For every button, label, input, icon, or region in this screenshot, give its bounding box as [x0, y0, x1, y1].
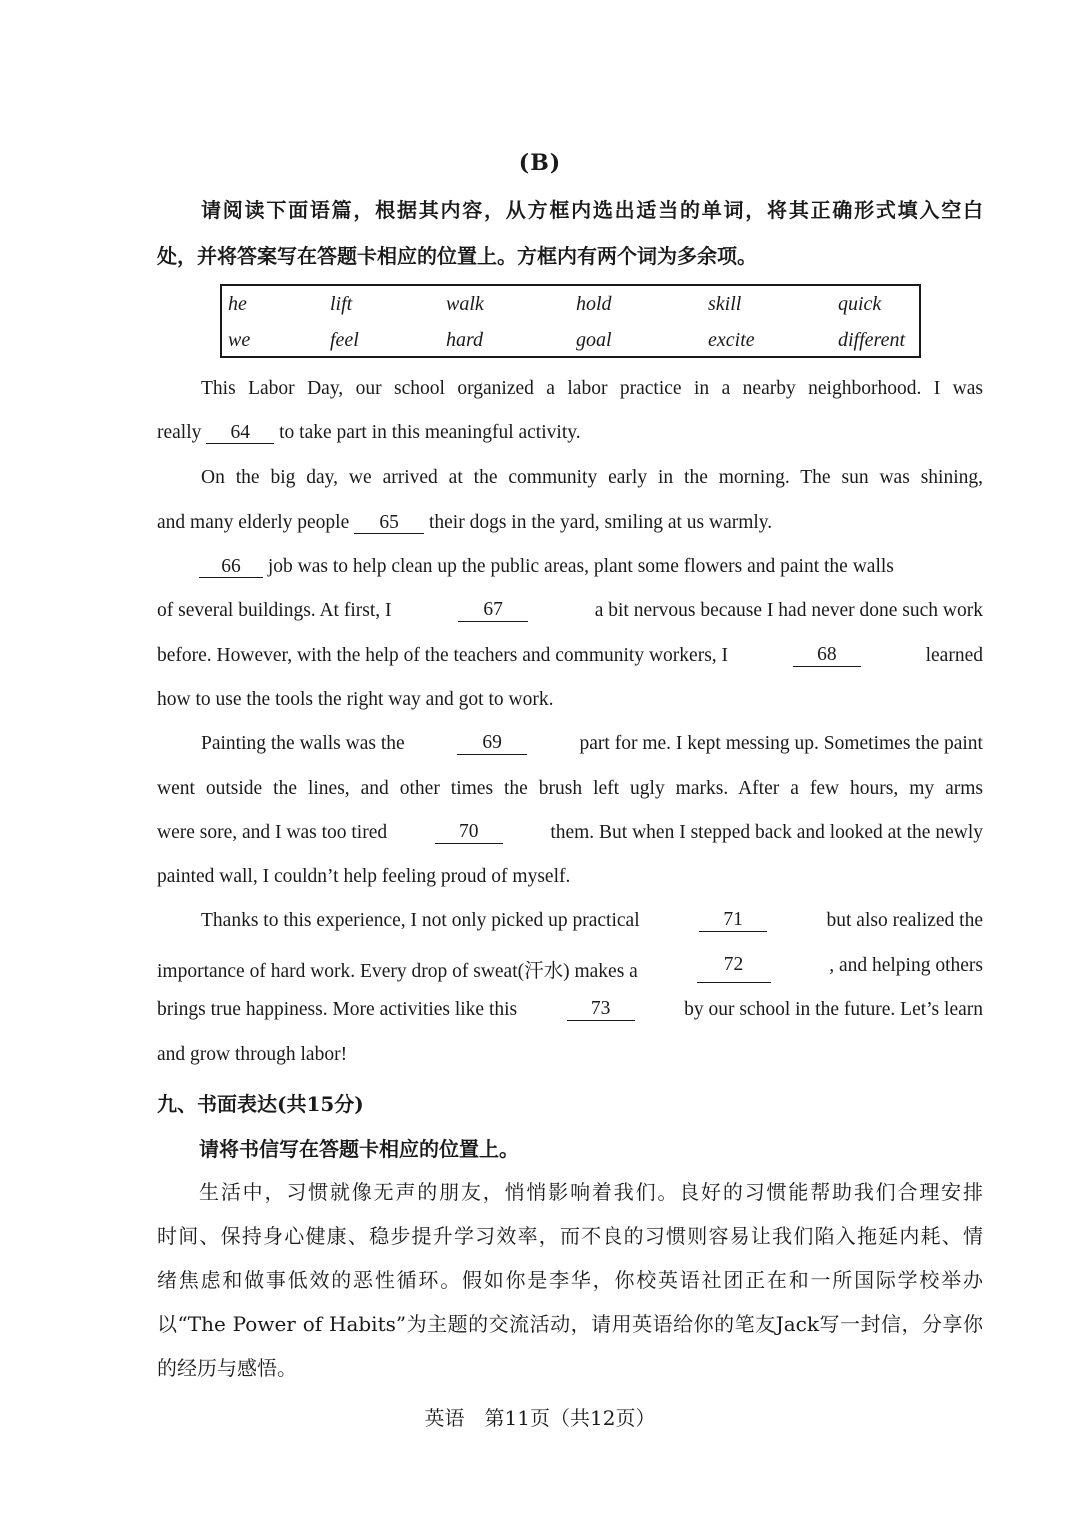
blank-73: 73	[567, 999, 635, 1021]
word-option: walk	[446, 293, 484, 315]
passage-line: painted wall, I couldn’t help feeling proud of myself.	[157, 866, 571, 887]
word-option: he	[228, 293, 247, 315]
writing-prompt-line: 的经历与感悟。	[157, 1356, 297, 1380]
writing-prompt-line: 生活中，习惯就像无声的朋友，悄悄影响着我们。良好的习惯能帮助我们合理安排	[199, 1180, 983, 1204]
passage-line: Painting the walls was the 69 part for me. I kept messing up. Sometimes the paint	[201, 732, 983, 754]
passage-line: and many elderly people 65 their dogs in the yard, smiling at us warmly.	[157, 512, 773, 533]
word-option: different	[838, 329, 906, 351]
blank-70: 70	[435, 822, 503, 844]
instruction-line-2: 处，并将答案写在答题卡相应的位置上。方框内有两个词为多余项。	[157, 244, 757, 268]
word-option: feel	[330, 329, 359, 351]
word-option: lift	[330, 293, 353, 315]
passage-line: brings true happiness. More activities like this 73 by our school in the future. Let’s learn	[157, 998, 983, 1020]
word-option: hold	[576, 293, 612, 315]
writing-prompt-line: 时间、保持身心健康、稳步提升学习效率，而不良的习惯则容易让我们陷入拖延内耗、情	[157, 1224, 983, 1248]
blank-71: 71	[699, 910, 767, 932]
blank-68: 68	[793, 645, 861, 667]
instruction-line-1: 请阅读下面语篇，根据其内容，从方框内选出适当的单词，将其正确形式填入空白	[201, 198, 983, 222]
passage-line: and grow through labor!	[157, 1044, 348, 1065]
blank-67: 67	[458, 600, 528, 622]
page-footer: 英语 第11页（共12页）	[424, 1406, 656, 1430]
blank-65: 65	[354, 513, 424, 534]
word-box	[220, 284, 921, 358]
passage-line: before. However, with the help of the teachers and community workers, I 68 learned	[157, 644, 983, 666]
blank-72: 72	[697, 955, 771, 983]
word-option: goal	[576, 329, 612, 351]
word-option: we	[228, 329, 251, 351]
passage-line: were sore, and I was too tired 70 them. But when I stepped back and looked at the newly	[157, 821, 983, 843]
word-option: quick	[838, 293, 882, 315]
writing-heading: 九、书面表达(共15分)	[157, 1092, 364, 1116]
section-title: (B)	[518, 150, 562, 176]
passage-line: Thanks to this experience, I not only picked up practical 71 but also realized the	[201, 909, 983, 931]
passage-line: On the big day, we arrived at the community early in the morning. The sun was shining,	[201, 467, 983, 488]
writing-prompt-line: 绪焦虑和做事低效的恶性循环。假如你是李华，你校英语社团正在和一所国际学校举办	[157, 1268, 983, 1292]
passage-line: how to use the tools the right way and got to work.	[157, 689, 554, 710]
passage-line: This Labor Day, our school organized a labor practice in a nearby neighborhood. I was	[201, 378, 983, 399]
writing-instruction: 请将书信写在答题卡相应的位置上。	[199, 1137, 519, 1161]
blank-64: 64	[206, 423, 274, 444]
word-option: excite	[708, 329, 755, 351]
passage-line: went outside the lines, and other times the brush left ugly marks. After a few hours, my arms	[157, 778, 983, 799]
passage-line: importance of hard work. Every drop of sweat(汗水) makes a 72 , and helping others	[157, 954, 983, 982]
writing-prompt-line: 以“The Power of Habits”为主题的交流活动，请用英语给你的笔友Jack写一封信，分享你	[157, 1312, 983, 1336]
passage-line: really 64 to take part in this meaningful activity.	[157, 422, 581, 443]
passage-line: of several buildings. At first, I 67 a bit nervous because I had never done such work	[157, 599, 983, 621]
blank-66: 66	[199, 557, 263, 578]
passage-line: 66 job was to help clean up the public areas, plant some flowers and paint the walls	[199, 556, 983, 578]
blank-69: 69	[457, 733, 527, 755]
word-option: hard	[446, 329, 484, 351]
word-option: skill	[708, 293, 742, 315]
